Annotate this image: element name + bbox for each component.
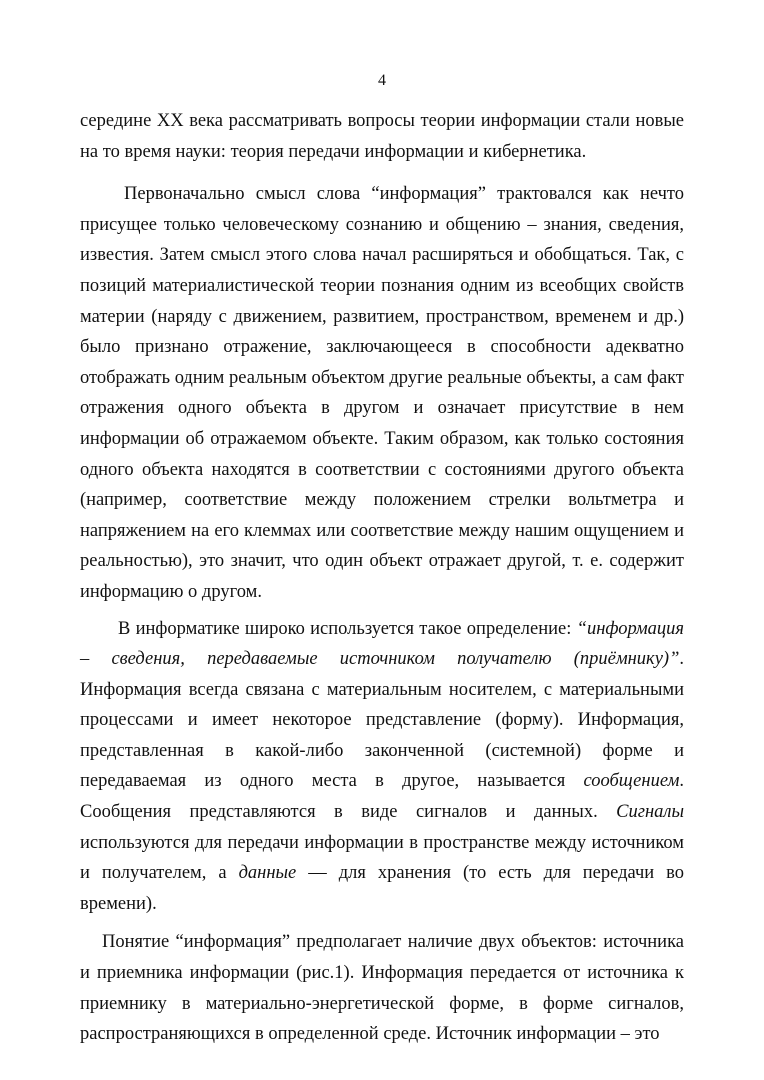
paragraph-3-text: . Информация всегда связана с материальным носителем, с материальными процессами и имеет некоторое представление (форму). Информация, представленная в какой-либо законченной (системной) форме и передаваемая из одного места в другое, называется: [80, 649, 684, 792]
paragraph-2: Первоначально смысл слова “информация” трактовался как нечто присущее только человеческому сознанию и общению – знания, сведения, известия. Затем смысл этого слова начал расширяться и обобщаться. Так, с позиций материалистической теории познания одним из всеобщих свойств материи (наряду с движением, развитием, пространством, временем и др.) было признано отражение, заключающееся в способности адекватно отображать одним реальным объектом другие реальные объекты, а сам факт отражения одного объекта в другом и означает присутствие в нем информации об отражаемом объекте. Таким образом, как только состояния одного объекта находятся в соответствии с состояниями другого объекта (например, соответствие между положением стрелки вольтметра и напряжением на его клеммах или соответствие между нашим ощущением и реальностью), это значит, что один объект отражает другой, т. е. содержит информацию о другом.: [80, 184, 684, 602]
paragraph-4: Понятие “информация” предполагает наличие двух объектов: источника и приемника информации (рис.1). Информация передается от источника к приемнику в материально-энергетической форме, в форме сигналов, распространяющихся в определенной среде. Источник информации – это: [80, 932, 684, 1045]
term-data: данные: [238, 863, 297, 884]
term-message: сообщением: [583, 771, 680, 792]
paragraph-3-text: — для хранения (то есть для передачи во времени).: [80, 863, 685, 914]
paragraph-3-text: В информатике широко используется такое определение:: [118, 618, 577, 639]
paragraph-3-text: . Сообщения представляются в виде сигналов и данных.: [80, 771, 684, 823]
paragraph-1: середине XX века рассматривать вопросы теории информации стали новые на то время науки: теория передачи информации и кибернетика.: [80, 111, 684, 162]
page-number: 4: [378, 72, 386, 89]
paragraph-3: [80, 614, 684, 920]
body-text: [80, 106, 684, 1050]
information-definition: “информация – сведения, передаваемые источником получателю (приёмнику)”: [80, 618, 684, 670]
term-signals: Сигналы: [616, 802, 684, 823]
paragraph-3-text: используются для передачи информации в пространстве между источником и получателем, а: [80, 832, 684, 884]
